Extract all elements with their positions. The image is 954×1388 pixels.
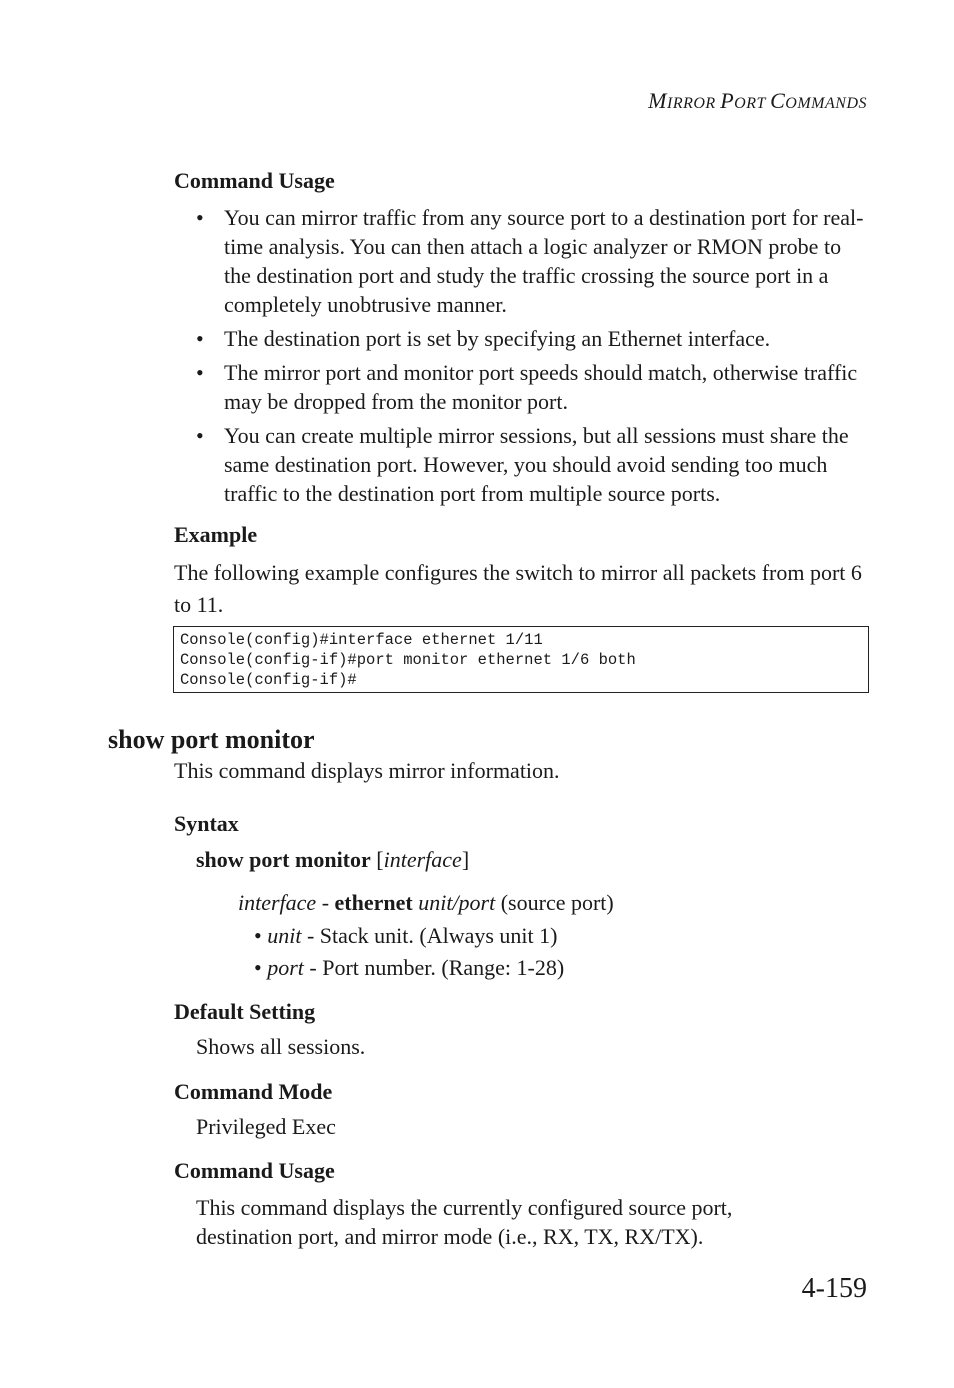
sub-bullet-port: • port - Port number. (Range: 1-28): [254, 955, 565, 980]
page-number: 4-159: [801, 1273, 867, 1304]
list-item: • The mirror port and monitor port speeds should match, otherwise traffic may be dropped from the monitor port.: [196, 358, 871, 416]
code-line: Console(config-if)#port monitor ethernet 1/6 both: [180, 651, 636, 669]
bullet-icon: •: [254, 955, 262, 980]
running-header: MIRROR PORT COMMANDS: [648, 88, 867, 113]
param-description: interface - ethernet unit/port (source port): [238, 890, 614, 915]
example-text: The following example configures the switch to mirror all packets from port 6 to 11.: [174, 560, 862, 617]
list-item: • You can create multiple mirror sessions, but all sessions must share the same destination port. However, you should avoid sending too much traffic to the destination port from multiple source ports.: [196, 421, 871, 508]
syntax-command: show port monitor: [196, 847, 371, 872]
command-usage-list: [196, 203, 871, 513]
code-example: [173, 626, 869, 693]
default-setting-heading: Default Setting: [174, 999, 316, 1024]
command-mode-text: Privileged Exec: [196, 1114, 336, 1139]
command-mode-heading: Command Mode: [174, 1079, 333, 1104]
list-item: • You can mirror traffic from any source port to a destination port for real-time analysis. You can then attach a logic analyzer or RMON probe to the destination port and study the traffic crossing the source port in a completely unobtrusive manner.: [196, 203, 871, 319]
command-usage-heading-2: Command Usage: [174, 1158, 335, 1183]
example-heading: Example: [174, 522, 258, 547]
code-line: Console(config-if)#: [180, 671, 357, 689]
section-description: This command displays mirror information.: [174, 758, 560, 783]
bullet-icon: •: [254, 923, 262, 948]
default-setting-text: Shows all sessions.: [196, 1034, 366, 1059]
list-item: • The destination port is set by specifying an Ethernet interface.: [196, 324, 871, 353]
command-usage-text-2: This command displays the currently configured source port, destination port, and mirror mode (i.e., RX, TX, RX/TX).: [196, 1195, 733, 1249]
sub-bullet-unit: • unit - Stack unit. (Always unit 1): [254, 923, 558, 948]
code-line: Console(config)#interface ethernet 1/11: [180, 631, 543, 649]
syntax-line: show port monitor [interface]: [196, 847, 470, 872]
syntax-param: interface: [383, 847, 462, 872]
syntax-heading: Syntax: [174, 811, 239, 836]
command-usage-heading: Command Usage: [174, 168, 335, 193]
section-title: show port monitor: [108, 725, 315, 754]
